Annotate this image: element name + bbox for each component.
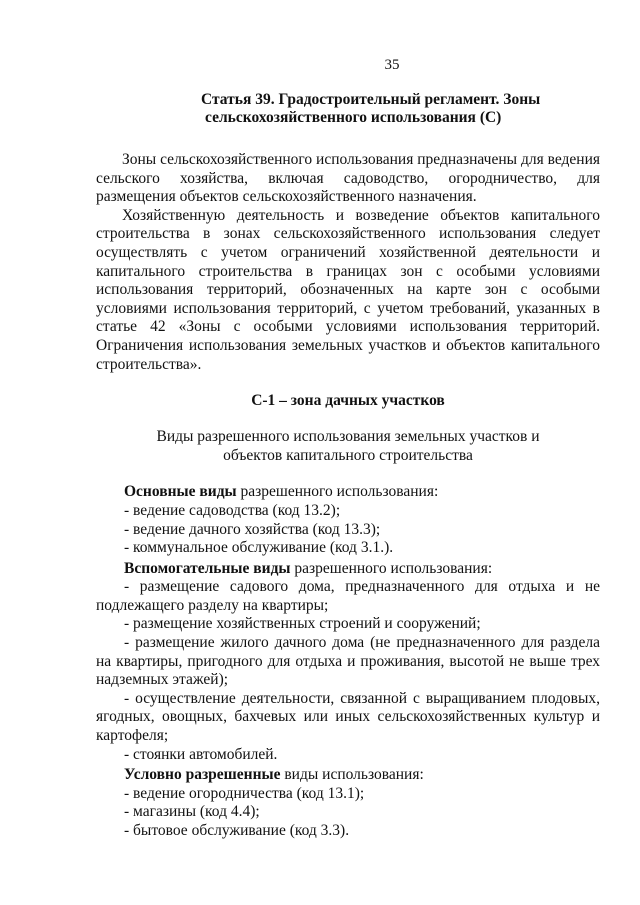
auxiliary-use-item: - стоянки автомобилей. bbox=[124, 745, 278, 763]
main-use-item: - ведение садоводства (код 13.2); bbox=[124, 501, 341, 519]
main-use-item: - ведение дачного хозяйства (код 13.3); bbox=[124, 520, 381, 538]
zone-title: С-1 – зона дачных участков bbox=[251, 392, 445, 410]
conditional-uses-heading-rest: виды использования: bbox=[280, 766, 424, 784]
paragraph-restrictions: Хозяйственную деятельность и возведение объектов капитального строительства в зонах сельскохозяйственного использования следует осуществлять с учетом ограничений хозяйственной деятельности и капитального строительства в границах зон с особыми условиями использования территорий, обозначенных на карте зон с особыми условиями использования территорий, с учетом требований, указанных в статье 42 «Зоны с особыми условиями использования территорий. Ограничения использования земельных участков и объектов капитального строительства». bbox=[96, 206, 600, 373]
conditional-uses-heading-bold: Условно разрешенные bbox=[124, 766, 281, 784]
auxiliary-use-item: - размещение жилого дачного дома (не предназначенного для раздела на квартиры, пригодного для отдыха и проживания, высотой не выше трех надземных этажей); bbox=[96, 634, 600, 689]
auxiliary-use-item: - осуществление деятельности, связанной с выращиванием плодовых, ягодных, овощных, бахчевых или иных сельскохозяйственных культур и картофеля; bbox=[96, 689, 600, 745]
article-title bbox=[201, 91, 600, 127]
main-use-item: - коммунальное обслуживание (код 3.1.). bbox=[124, 539, 394, 557]
main-uses-heading-bold: Основные виды bbox=[124, 483, 237, 501]
page-number: 35 bbox=[384, 57, 400, 73]
conditional-use-item: - ведение огородничества (код 13.1); bbox=[124, 784, 365, 802]
auxiliary-uses-heading-bold: Вспомогательные виды bbox=[124, 559, 291, 577]
permitted-use-heading-line-1: Виды разрешенного использования земельных участков и bbox=[156, 428, 540, 446]
auxiliary-uses-heading-rest: разрешенного использования: bbox=[290, 559, 493, 577]
permitted-use-types-heading bbox=[96, 428, 600, 465]
paragraph-zone-purpose: Зоны сельскохозяйственного использования предназначены для ведения сельского хозяйства, включая садоводство, огородничество, для размещения объектов сельскохозяйственного назначения. bbox=[96, 151, 600, 206]
article-title-line-2: сельскохозяйственного использования (С) bbox=[205, 109, 502, 126]
conditional-use-item: - бытовое обслуживание (код 3.3). bbox=[124, 822, 350, 839]
auxiliary-uses-heading bbox=[96, 560, 600, 579]
auxiliary-use-item: - размещение хозяйственных строений и сооружений; bbox=[124, 615, 481, 633]
article-title-line-1: Статья 39. Градостроительный регламент. Зоны bbox=[201, 91, 541, 108]
conditional-uses-heading bbox=[96, 766, 600, 785]
conditional-use-item: - магазины (код 4.4); bbox=[124, 803, 260, 821]
main-uses-heading bbox=[96, 483, 600, 502]
permitted-use-heading-line-2: объектов капитального строительства bbox=[223, 446, 473, 464]
auxiliary-use-item: - размещение садового дома, предназначенного для отдыха и не подлежащего разделу на квартиры; bbox=[96, 578, 600, 614]
main-uses-heading-rest: разрешенного использования: bbox=[236, 483, 439, 501]
permitted-uses-list bbox=[96, 483, 600, 840]
